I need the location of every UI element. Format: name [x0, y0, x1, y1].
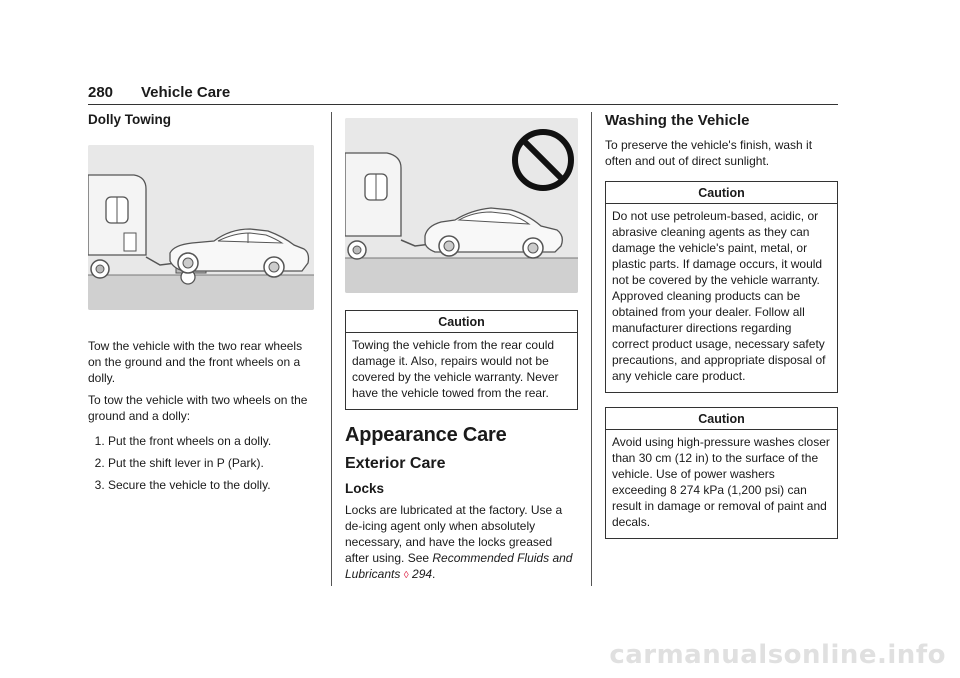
- step-1: 1. Put the front wheels on a dolly.: [108, 430, 314, 452]
- dolly-towing-para2: To tow the vehicle with two wheels on the ground and a dolly:: [88, 393, 308, 423]
- page-header: [88, 84, 838, 105]
- rear-tow-prohibited-image: [345, 118, 578, 293]
- fluids-lubricants-link[interactable]: Recommended Fluids and Lubricants: [345, 551, 573, 581]
- page-ref-arrow-icon: ◊: [403, 570, 409, 581]
- column-divider-2: [591, 112, 592, 586]
- caution-text: Do not use petroleum-based, acidic, or abrasive cleaning agents as they can damage the vehicle's paint, metal, or plastic parts. If damage occurs, it would not be covered by the vehicle warranty. Approved cleaning products can be obtained from your dealer. Follow all manufacturer directions regarding correct product usage, necessary safety precautions, and appropriate disposal of any vehicle care product.: [612, 209, 826, 383]
- appearance-care-heading: Appearance Care: [345, 424, 507, 446]
- watermark: carmanualsonline.info: [609, 640, 946, 670]
- washing-intro: To preserve the vehicle's finish, wash it often and out of direct sunlight.: [605, 138, 813, 168]
- page-number: 280: [88, 84, 114, 101]
- column-divider-1: [331, 112, 332, 586]
- section-title: Vehicle Care: [141, 84, 231, 101]
- caution-title: Caution: [606, 182, 837, 204]
- dolly-towing-heading: Dolly Towing: [88, 112, 171, 127]
- dolly-towing-illustration: [88, 145, 314, 310]
- step-2: 2. Put the shift lever in P (Park).: [108, 452, 314, 474]
- caution-title: Caution: [346, 311, 577, 333]
- caution-text: Towing the vehicle from the rear could damage it. Also, repairs would not be covered by the vehicle warranty. Never have the vehicle towed from the rear.: [352, 338, 559, 400]
- locks-paragraph: [345, 502, 578, 584]
- caution-text: Avoid using high-pressure washes closer than 30 cm (12 in) to the surface of the vehicle. Use of power washers exceeding 8 274 kPa (1,200 psi) can result in damage or removal of paint and decals.: [612, 435, 830, 529]
- dolly-towing-para1: Tow the vehicle with the two rear wheels on the ground and the front wheels on a dolly.: [88, 339, 303, 385]
- fluids-lubricants-page[interactable]: 294: [412, 567, 433, 581]
- column-3: [605, 112, 838, 553]
- rear-towing-prohibited-illustration: [345, 118, 578, 293]
- locks-text: Locks are lubricated at the factory. Use a de-icing agent only when absolutely necessary, and have the locks greased after using. See: [345, 503, 563, 565]
- column-1: [88, 112, 314, 496]
- sentence-end: .: [432, 567, 436, 581]
- caution-pressure-wash: [605, 407, 838, 539]
- caution-cleaning-agents: [605, 181, 838, 393]
- caution-rear-towing: [345, 310, 578, 410]
- dolly-towing-steps: [88, 430, 314, 496]
- column-2: [345, 112, 578, 590]
- step-3: 3. Secure the vehicle to the dolly.: [108, 474, 314, 496]
- locks-heading: Locks: [345, 481, 385, 496]
- tow-vehicle-dolly-image: [88, 145, 314, 310]
- exterior-care-heading: Exterior Care: [345, 455, 446, 472]
- caution-title: Caution: [606, 408, 837, 430]
- washing-heading: Washing the Vehicle: [605, 112, 750, 129]
